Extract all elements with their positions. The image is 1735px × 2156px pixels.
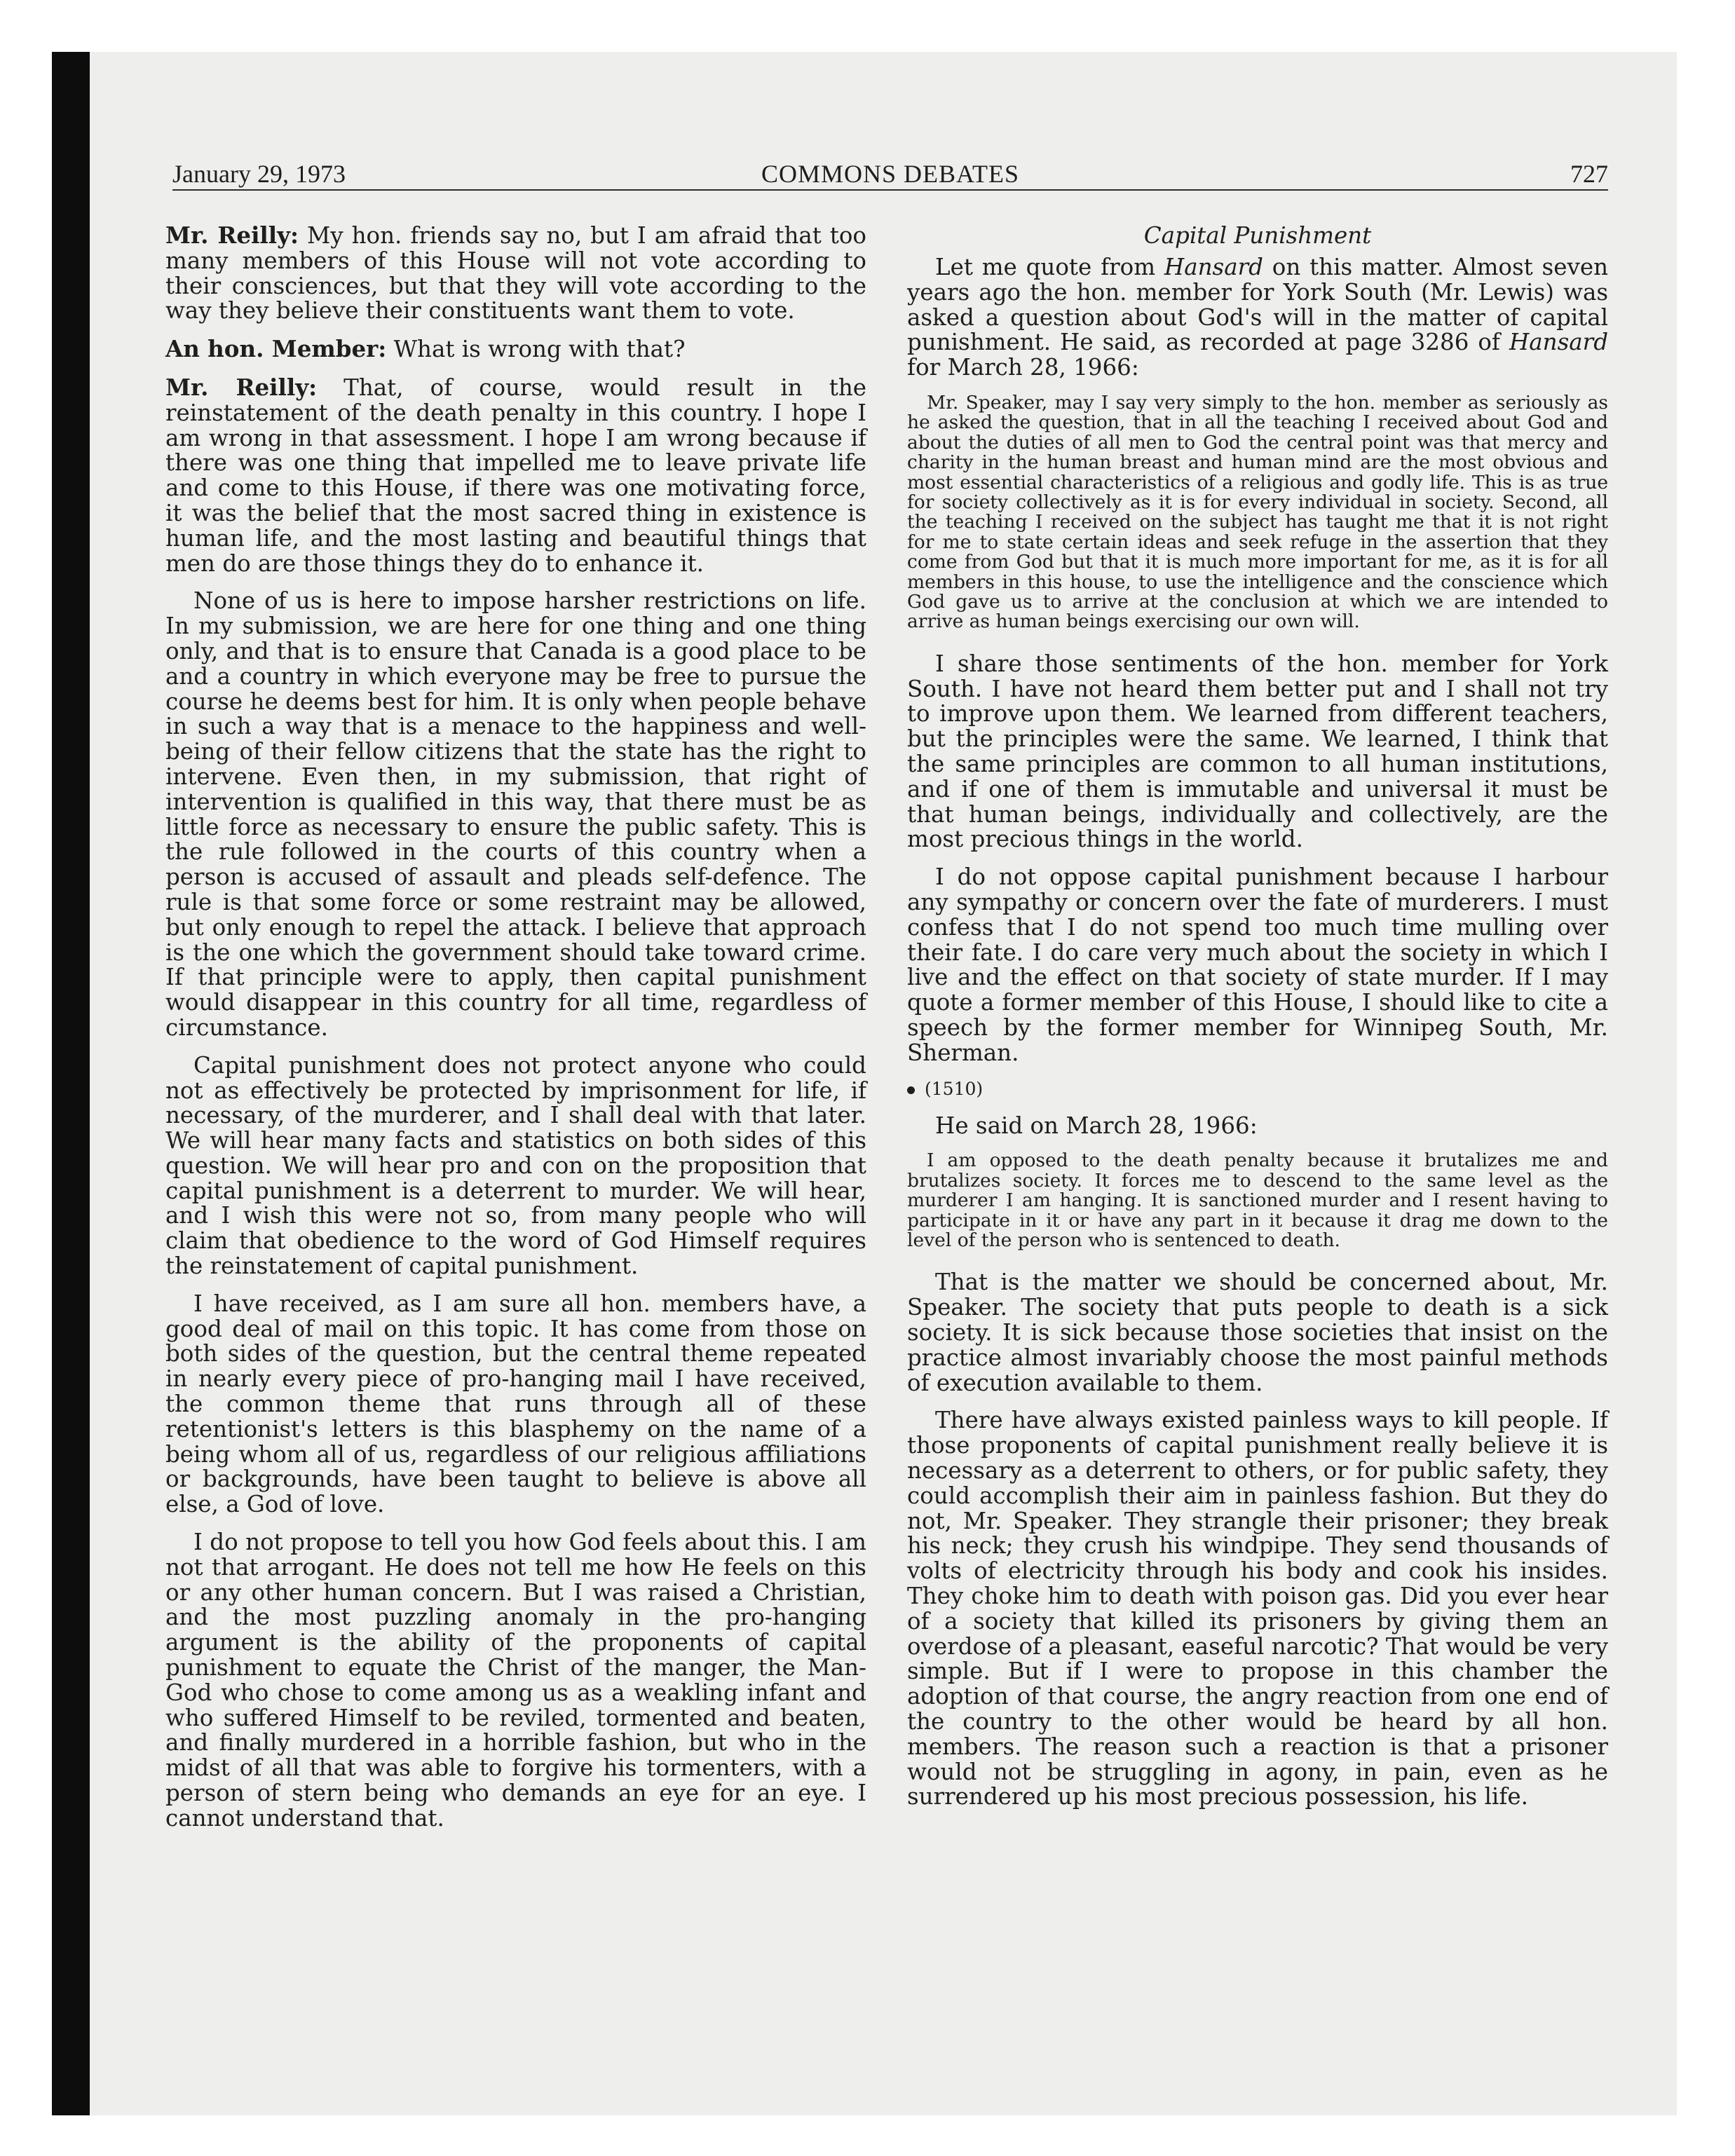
header-publication: COMMONS DEBATES [761, 160, 1020, 188]
paragraph: There have always existed painless ways to kill people. If those proponents of capital punishment really believe it is necessary as a deterrent to others, or for public safety, they could accomplish their aim in painless fashion. But they do not, Mr. Speaker. They strangle their prisoner; they break his neck; they crush his windpipe. They send thousands of volts of electricity through his body and cook his insides. They choke him to death with poison gas. Did you ever hear of a society that killed its prisoners by giving them an overdose of a pleasant, easeful narcotic? That would be very simple. But if I were to propose in this chamber the adoption of that course, the angry reaction from one end of the country to the other would be heard by all hon. members. The reason such a reaction is that a prisoner would not be struggling in agony, in pain, even as he surrendered up his most precious possession, his life. [907, 1407, 1608, 1810]
speaker-name: Mr. Reilly: [165, 373, 318, 401]
paragraph: I have received, as I am sure all hon. members have, a good deal of mail on this topic. It has come from those on both sides of the question, but the central theme repeated in nearly every piece of pro-hanging mail I have received, the common theme that runs through all of these retentionist's letters is this blasphemy on the name of a being whom all of us, regardless of our religious affiliations or backgrounds, have been taught to believe is above all else, a God of love. [165, 1290, 866, 1518]
paragraph [165, 223, 866, 324]
page-header [172, 158, 1608, 191]
paragraph [165, 375, 866, 576]
section-title: Capital Punishment [1143, 222, 1372, 249]
header-page-number: 727 [1570, 160, 1608, 188]
paragraph: I share those sentiments of the hon. member for York South. I have not heard them better put and I shall not try to improve upon them. We learned from different teachers, but the principles were the same. We learned, I think that the same principles are common to all human institutions, and if one of them is immutable and universal it must be that human beings, individually and collectively, are the most precious things in the world. [907, 650, 1608, 853]
block-quote: I am opposed to the death penalty because it brutalizes me and brutalizes society. It forces me to descend to the same level as the murderer I am hanging. It is sanctioned murder and I resent having to participate in it or have any part in it because it drag me down to the level of the person who is sentenced to death. [907, 1149, 1608, 1252]
hansard-citation: Hansard [1509, 329, 1608, 356]
paragraph: He said on March 28, 1966: [935, 1112, 1258, 1139]
hansard-citation: Hansard [1164, 254, 1263, 280]
speaker-name: An hon. Member: [165, 335, 387, 363]
paragraph-text: What is wrong with that? [386, 336, 686, 363]
paragraph [907, 255, 1608, 381]
paragraph: I do not oppose capital punishment because I harbour any sympathy or concern over the fate of murderers. I must confess that I do not spend too much time mulling over their fate. I do care very much about the society in which I live and the effect on that society of state murder. If I may quote a former member of this House, I should like to cite a speech by the former member for Winnipeg South, Mr. Sherman. [907, 864, 1608, 1066]
paragraph: I do not propose to tell you how God feels about this. I am not that arrogant. He does not tell me how He feels on this or any other human concern. But I was raised a Christian, and the most puzzling anomaly in the pro-hanging argument is the ability of the proponents of capital punishment to equate the Christ of the manger, the Man-God who chose to come among us as a weakling infant and who suffered Himself to be reviled, tormented and beaten, and finally murdered in a horrible fashion, but who in the midst of all that was able to forgive his tormenters, with a person of stern being who demands an eye for an eye. I cannot understand that. [165, 1529, 866, 1831]
paragraph-text: for March 28, 1966: [907, 354, 1139, 381]
bullet-icon [907, 1086, 915, 1094]
paragraph: That is the matter we should be concerned about, Mr. Speaker. The society that puts people to death is a sick society. It is sick because those societies that insist on the practice almost invariably choose the most painful methods of execution available to them. [907, 1269, 1608, 1396]
paragraph: None of us is here to impose harsher restrictions on life. In my submission, we are here for one thing and one thing only, and that is to ensure that Canada is a good place to be and a country in which everyone may be free to pursue the course he deems best for him. It is only when people behave in such a way that is a menace to the happiness and well-being of their fellow citizens that the state has the right to intervene. Even then, in my submission, that right of intervention is qualified in this way, that there must be as little force as necessary to ensure the public safety. This is the rule followed in the courts of this country when a person is accused of assault and pleads self-defence. The rule is that some force or some restraint may be allowed, but only enough to repel the attack. I believe that approach is the one which the government should take toward crime. If that principle were to apply, then capital punishment would disappear in this country for all time, regardless of circumstance. [165, 587, 866, 1041]
speaker-name: Mr. Reilly: [165, 221, 299, 249]
paragraph-text: That, of course, would result in the reinstatement of the death penalty in this country. I hope I am wrong in that assessment. I hope I am wrong because if there was one thing that impelled me to leave private life and come to this House, if there was one motivating force, it was the belief that the most sacred thing in existence is human life, and the most lasting and beautiful things that men do are those things they do to enhance it. [165, 374, 866, 577]
time-marker-text: (1510) [925, 1078, 984, 1099]
time-marker [907, 1079, 1608, 1100]
paragraph [165, 336, 866, 362]
header-date: January 29, 1973 [172, 160, 346, 188]
right-column [907, 223, 1608, 1822]
paragraph-text: My hon. friends say no, but I am afraid that too many members of this House will not vote according to their consciences, but that they will vote according to the way they believe their constituents want them to vote. [165, 222, 866, 325]
block-quote: Mr. Speaker, may I say very simply to the hon. member as seriously as he asked the question, that in all the teaching I received about God and about the duties of all men to God the central point was that mercy and charity in the human breast and human mind are the most obvious and most essential characteristics of a religious and godly life. This is as true for society collectively as it is for every individual in society. Second, all the teaching I received on the subject has taught me that it is not right for me to state certain ideas and seek refuge in the assertion that they come from God but that it is much more important for me, as it is for all members in this house, to use the intelligence and the conscience which God gave us to arrive at the conclusion at which we are intended to arrive as human beings exercising our own will. [907, 391, 1608, 633]
paragraph-text: Let me quote from [935, 254, 1164, 280]
paragraph: Capital punishment does not protect anyone who could not as effectively be protected by imprisonment for life, if necessary, of the murderer, and I shall deal with that later. We will hear many facts and statistics on both sides of this question. We will hear pro and con on the proposition that capital punishment is a deterrent to murder. We will hear, and I wish this were not so, from many people who will claim that obedience to the word of God Himself requires the reinstatement of capital punishment. [165, 1051, 866, 1280]
scan-edge-shadow [52, 52, 90, 2115]
paragraph-text: on this matter. Almost seven years ago the hon. member for York South (Mr. Lewis) was asked a question about God's will in the matter of capital punishment. He said, as recorded at page 3286 of [907, 254, 1608, 356]
left-column [165, 223, 866, 1844]
